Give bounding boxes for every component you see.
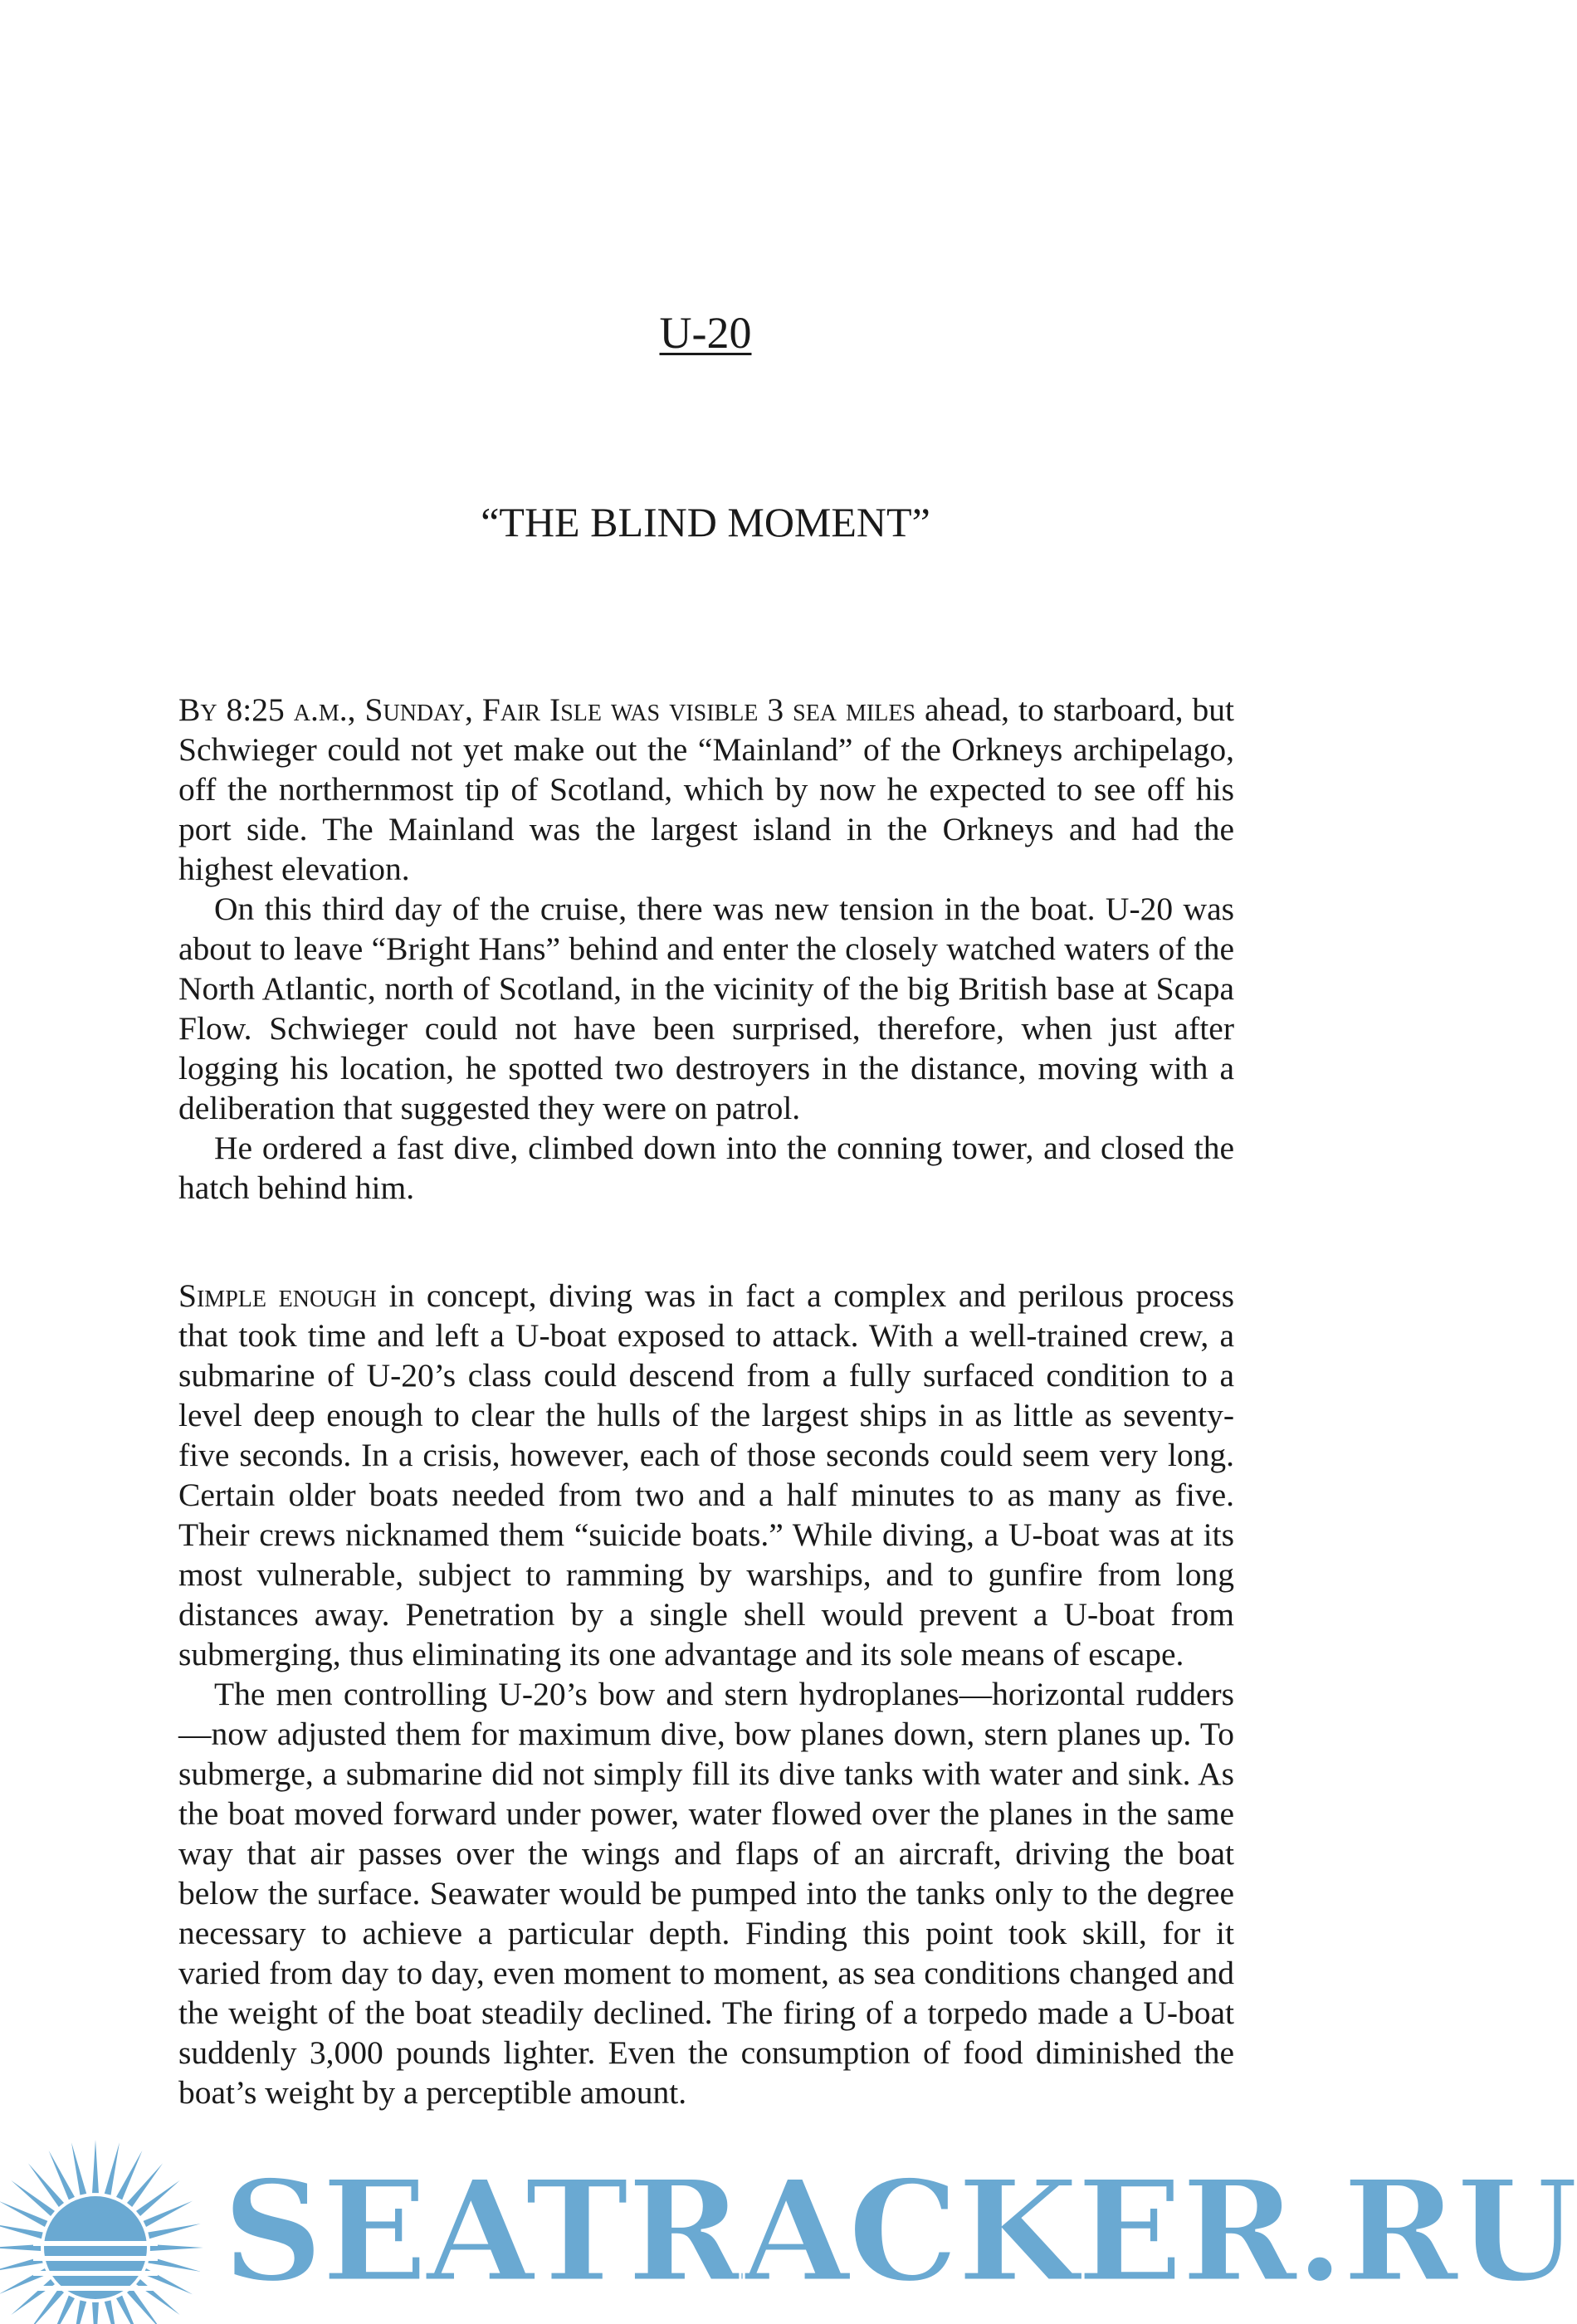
chapter-subtitle: “THE BLIND MOMENT” <box>481 499 930 545</box>
sun-ray <box>105 2142 120 2195</box>
watermark-text: SEATRACKER.RU <box>222 2149 1577 2313</box>
sun-ray <box>28 2288 64 2324</box>
paragraph-5: The men controlling U-20’s bow and stern hydroplanes—horizontal rudders—now adjusted them for maximum dive, bow planes down, stern planes up. To submerge, a submarine did not simply fill its dive tanks with water and sink. As the boat moved forward under power, water flowed over the planes in the same way that air passes over the wings and flaps of an aircraft, driving the boat below the surface. Seawater would be pumped into the tanks only to the degree necessary to achieve a particular depth. Finding this point took skill, for it varied from day to day, even moment to moment, as sea conditions changed and the weight of the boat steadily declined. The firing of a torpedo made a U-boat suddenly 3,000 pounds lighter. Even the consumption of food diminished the boat’s weight by a perceptible amount. <box>178 1676 1234 2111</box>
sun-ray <box>127 2288 163 2324</box>
paragraph-1 <box>178 690 1234 889</box>
paragraph-text: in concept, diving was in fact a complex and perilous process that took time and left a U-boat exposed to attack. With a well-trained crew, a submarine of U-20’s class could descend from a fully surfaced condition to a level deep enough to clear the hulls of the largest ships in as little as seventy-five seconds. In a crisis, however, each of those seconds could seem very long. Certain older boats needed from two and a half minutes to as many as five. Their crews nicknamed them “suicide boats.” While diving, a U-boat was at its most vulnerable, subject to ramming by warships, and to gunfire from long distances away. Penetration by a single shell would prevent a U-boat from submerging, thus eliminating its one advantage and its sole means of escape. <box>178 1277 1234 1672</box>
paragraph-text: ahead, to starboard, but Schwieger could not yet make out the “Mainland” of the Orkneys archipelago, off the northernmost tip of Scotland, which by now he expected to see off his port side. The Mainland was the largest island in the Orkneys and had the highest elevation. <box>178 691 1235 887</box>
chapter-heading: U-20 <box>659 308 752 358</box>
lead-in-smallcaps: Simple enough <box>178 1277 377 1314</box>
sun-ray <box>150 2244 203 2251</box>
sun-icon <box>0 2116 216 2324</box>
lead-in-smallcaps: By 8:25 a.m., Sunday, Fair Isle was visible 3 sea miles <box>178 691 916 728</box>
section-1 <box>178 690 1234 1208</box>
paragraph-4 <box>178 1276 1234 1674</box>
paragraph-2: On this third day of the cruise, there was new tension in the boat. U-20 was about to leave “Bright Hans” behind and enter the closely watched waters of the North Atlantic, north of Scotland, in the vicinity of the big British base at Scapa Flow. Schwieger could not have been surprised, therefore, when just after logging his location, he spotted two destroyers in the distance, moving with a deliberation that suggested they were on patrol. <box>178 891 1234 1126</box>
sun-ray <box>105 2300 120 2324</box>
watermark <box>0 2116 1577 2324</box>
sun-ray <box>92 2140 99 2193</box>
sun-ray <box>71 2300 86 2324</box>
paragraph-3: He ordered a fast dive, climbed down into the conning tower, and closed the hatch behind him. <box>178 1130 1234 1206</box>
sun-ray <box>148 2224 200 2239</box>
sun-ray <box>92 2302 99 2324</box>
sun-ray <box>71 2142 86 2195</box>
sun-ray <box>0 2224 43 2239</box>
section-2 <box>178 1276 1234 2112</box>
